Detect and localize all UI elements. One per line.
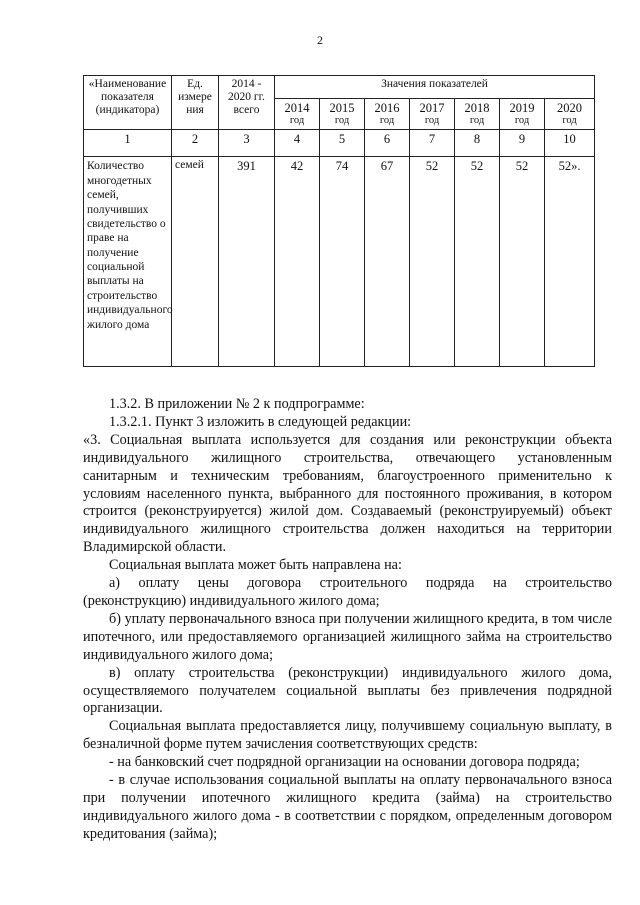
column-number: 4	[275, 130, 320, 157]
value-cell: 52	[455, 157, 500, 367]
indicator-name-cell: Количество многодетных семей, получивших свидетельство о праве на получение социальной выплаты на строительство индивидуального жилого дома	[84, 157, 172, 367]
value-cell: 52	[500, 157, 545, 367]
value-cell: 52	[410, 157, 455, 367]
year-cell: 2016 год	[365, 99, 410, 130]
body-text	[83, 396, 612, 844]
paragraph: - на банковский счет подрядной организации на основании договора подряда;	[109, 754, 580, 771]
paragraph: «3. Социальная выплата используется для создания или реконструкции объекта индивидуального жилищного строительства, отвечающего установленным санитарным и техническим требованиям, благоустроенного применительно к условиям населенного пункта, выбранного для постоянного проживания, в котором строится (реконструируется) жилой дом. Создаваемый (реконструируемый) объект индивидуального жилищного строительства должен находиться на территории Владимирской области.	[83, 431, 612, 556]
header-unit: Ед. измере ния	[172, 76, 219, 130]
paragraph: в) оплату строительства (реконструкции) индивидуального жилого дома, осуществляемого получателем социальной выплаты без привлечения подрядной организации.	[83, 664, 612, 717]
page-number: 2	[317, 33, 323, 47]
column-number: 2	[172, 130, 219, 157]
column-number: 3	[219, 130, 275, 157]
year-cell: 2014 год	[275, 99, 320, 130]
year-cell: 2017 год	[410, 99, 455, 130]
column-number: 9	[500, 130, 545, 157]
header-total: 2014 - 2020 гг. всего	[219, 76, 275, 130]
indicators-table	[83, 75, 595, 367]
table-column-numbers-row	[84, 130, 595, 157]
year-cell: 2019 год	[500, 99, 545, 130]
column-number: 7	[410, 130, 455, 157]
column-number: 5	[320, 130, 365, 157]
year-cell: 2015 год	[320, 99, 365, 130]
paragraph: 1.3.2.1. Пункт 3 изложить в следующей редакции:	[109, 413, 412, 430]
column-number: 8	[455, 130, 500, 157]
paragraph: Социальная выплата предоставляется лицу, получившему социальную выплату, в безналичной форме путем зачисления соответствующих средств:	[83, 718, 612, 753]
paragraph: 1.3.2. В приложении № 2 к подпрограмме:	[109, 396, 365, 412]
paragraph: Социальная выплата может быть направлена на:	[109, 557, 402, 574]
column-number: 1	[84, 130, 172, 157]
paragraph: - в случае использования социальной выплаты на оплату первоначального взноса при получении ипотечного жилищного кредита (займа) на строительство индивидуального жилого дома - в соответствии с порядком, определенным договором кредитования (займа);	[83, 772, 612, 842]
unit-cell: семей	[172, 157, 219, 367]
column-number: 10	[545, 130, 595, 157]
value-cell: 42	[275, 157, 320, 367]
year-cell: 2018 год	[455, 99, 500, 130]
paragraph: а) оплату цены договора строительного подряда на строительство (реконструкцию) индивидуального жилого дома;	[83, 575, 612, 609]
table-header-row	[84, 76, 595, 99]
column-number: 6	[365, 130, 410, 157]
header-values: Значения показателей	[275, 76, 595, 99]
paragraph: б) уплату первоначального взноса при получении жилищного кредита, в том числе ипотечного, или предоставляемого организацией жилищного займа на строительство индивидуального жилого дома;	[83, 610, 612, 663]
total-cell: 391	[219, 157, 275, 367]
table-row	[84, 157, 595, 367]
header-indicator-name: «Наименование показателя (индикатора)	[84, 76, 172, 130]
year-cell: 2020 год	[545, 99, 595, 130]
value-cell: 74	[320, 157, 365, 367]
value-cell: 52».	[545, 157, 595, 367]
value-cell: 67	[365, 157, 410, 367]
